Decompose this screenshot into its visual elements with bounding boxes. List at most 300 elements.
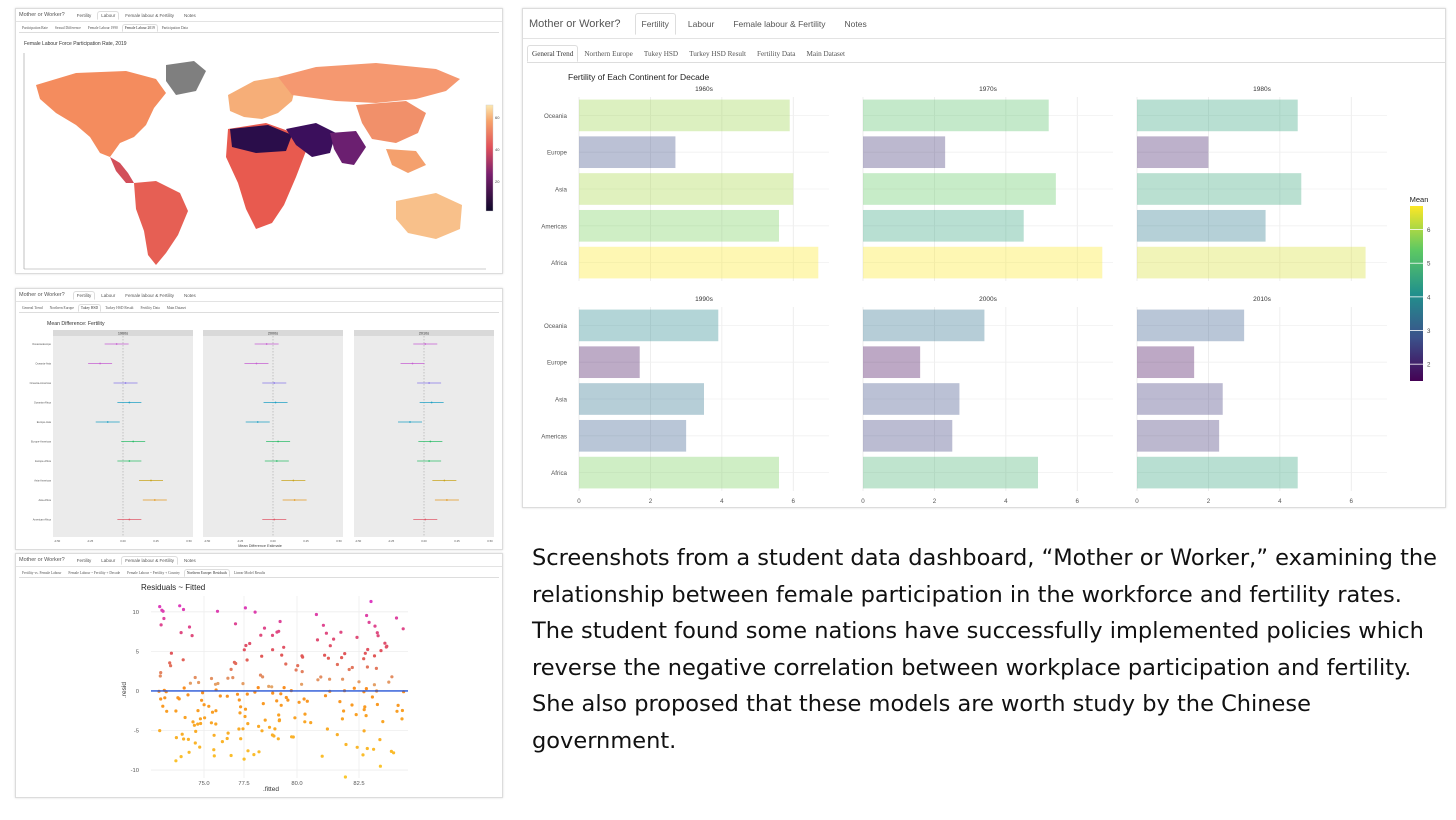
residual-point bbox=[336, 733, 339, 736]
tab-general-trend[interactable]: General Trend bbox=[527, 45, 578, 62]
east-asia-shape bbox=[356, 101, 426, 143]
bar-1980s-Asia bbox=[1137, 173, 1301, 205]
residual-point bbox=[184, 716, 187, 719]
residual-point bbox=[270, 685, 273, 688]
residual-point bbox=[170, 652, 173, 655]
residual-point bbox=[379, 765, 382, 768]
tab-main-dataset[interactable]: Main Dataset bbox=[806, 50, 846, 58]
tukey-row-label: Asia-Africa bbox=[38, 499, 51, 502]
category-label-Asia: Asia bbox=[554, 186, 567, 194]
tab-northern-europe-residuals[interactable]: Northern Europe: Residuals bbox=[184, 569, 230, 577]
bar-1960s-Europe bbox=[579, 136, 675, 168]
tukey-estimate-point bbox=[412, 363, 414, 365]
residual-point bbox=[344, 775, 347, 778]
caption-paragraph: Screenshots from a student data dashboard, “Mother or Worker,” examining the relationship between female participation in the workforce and fertility rates. The student found some nations have successfully implemented policies which reverse the negative correlation between workplace participation and fertility. She also proposed that these models are worth study by the Chinese government. bbox=[532, 545, 1437, 754]
residual-point bbox=[376, 703, 379, 706]
tukey-x-tick: 0.00 bbox=[120, 539, 126, 543]
tab-labour-fertility-decade[interactable]: Female Labour ~ Fertility + Decade bbox=[68, 571, 121, 575]
residual-point bbox=[169, 664, 172, 667]
residual-point bbox=[159, 671, 162, 674]
residual-point bbox=[221, 740, 224, 743]
residual-point bbox=[237, 727, 240, 730]
residual-point bbox=[338, 700, 341, 703]
residual-point bbox=[198, 746, 201, 749]
residual-point bbox=[362, 657, 365, 660]
residual-point bbox=[363, 705, 366, 708]
residual-point bbox=[182, 608, 185, 611]
residual-point bbox=[348, 668, 351, 671]
residual-point bbox=[267, 685, 270, 688]
app-brand[interactable]: Mother or Worker? bbox=[19, 292, 65, 298]
app-brand[interactable]: Mother or Worker? bbox=[19, 12, 65, 18]
residual-point bbox=[243, 758, 246, 761]
bar-1990s-Europe bbox=[579, 346, 640, 378]
tukey-estimate-point bbox=[428, 460, 430, 462]
residual-point bbox=[277, 713, 280, 716]
nav-fertility[interactable]: Fertility bbox=[76, 12, 92, 18]
nav-notes[interactable]: Notes bbox=[184, 12, 196, 18]
bar-1990s-Oceania bbox=[579, 310, 718, 342]
residuals-y-tick: -5 bbox=[133, 728, 139, 735]
residual-point bbox=[199, 717, 202, 720]
residual-point bbox=[296, 664, 299, 667]
tukey-facet-label: 1960s bbox=[117, 331, 129, 336]
residual-point bbox=[280, 704, 283, 707]
nav-labour[interactable]: Labour bbox=[687, 18, 715, 29]
tukey-x-tick: 0.50 bbox=[487, 539, 493, 543]
residual-point bbox=[339, 631, 342, 634]
residual-point bbox=[213, 754, 216, 757]
residual-point bbox=[219, 694, 222, 697]
residual-point bbox=[279, 692, 282, 695]
nav-fertility[interactable]: Fertility bbox=[76, 557, 92, 563]
residual-point bbox=[306, 700, 309, 703]
tab-participation-rate[interactable]: Participation Rate bbox=[22, 26, 48, 30]
tukey-estimate-point bbox=[294, 499, 296, 501]
residual-point bbox=[390, 675, 393, 678]
bar-2010s-Americas bbox=[1137, 420, 1219, 452]
residual-point bbox=[213, 734, 216, 737]
tukey-estimate-point bbox=[99, 363, 101, 365]
residual-point bbox=[161, 705, 164, 708]
tukey-estimate-point bbox=[424, 519, 426, 521]
bar-2000s-Oceania bbox=[863, 310, 984, 342]
residual-point bbox=[194, 741, 197, 744]
app-brand[interactable]: Mother or Worker? bbox=[529, 17, 621, 30]
x-tick-label: 4 bbox=[1004, 498, 1008, 505]
residual-point bbox=[246, 693, 249, 696]
tukey-estimate-point bbox=[429, 441, 431, 443]
tab-participation-data[interactable]: Participation Data bbox=[161, 26, 188, 30]
tab-northern-europe[interactable]: Northern Europe bbox=[49, 306, 74, 310]
residuals-tabs bbox=[19, 569, 499, 578]
residual-point bbox=[379, 649, 382, 652]
tukey-row-label: Oceania-Asia bbox=[35, 362, 51, 366]
residual-point bbox=[244, 708, 247, 711]
legend-tick-label: 6 bbox=[1427, 227, 1431, 235]
residual-point bbox=[246, 658, 249, 661]
bar-2000s-Asia bbox=[863, 383, 959, 415]
residuals-y-tick: -10 bbox=[130, 768, 139, 775]
residual-point bbox=[230, 668, 233, 671]
residual-point bbox=[183, 686, 186, 689]
x-tick-label: 0 bbox=[1135, 498, 1139, 505]
residual-point bbox=[373, 625, 376, 628]
southeast-asia-shape bbox=[386, 149, 426, 173]
map-legend-tick-20: 20 bbox=[495, 179, 500, 184]
tukey-facet-label: 2010s bbox=[418, 331, 430, 336]
tukey-x-tick: 0.25 bbox=[454, 539, 460, 543]
bar-2010s-Africa bbox=[1137, 457, 1298, 489]
main-navbar bbox=[523, 9, 1445, 39]
residual-point bbox=[356, 746, 359, 749]
nav-notes[interactable]: Notes bbox=[844, 18, 867, 29]
residual-point bbox=[175, 736, 178, 739]
tab-linear-model-results[interactable]: Linear Model Results bbox=[234, 571, 266, 575]
category-label-Oceania: Oceania bbox=[543, 322, 567, 330]
residual-point bbox=[301, 656, 304, 659]
residual-point bbox=[277, 630, 280, 633]
residual-point bbox=[216, 682, 219, 685]
residual-point bbox=[264, 719, 267, 722]
tukey-estimate-point bbox=[424, 343, 426, 345]
residual-point bbox=[363, 729, 366, 732]
residual-point bbox=[181, 733, 184, 736]
residual-point bbox=[231, 676, 234, 679]
residual-point bbox=[342, 709, 345, 712]
residual-point bbox=[203, 716, 206, 719]
residual-point bbox=[214, 709, 217, 712]
australia-shape bbox=[396, 193, 462, 239]
residual-point bbox=[328, 678, 331, 681]
nav-labour[interactable]: Labour bbox=[101, 557, 116, 563]
bar-2000s-Americas bbox=[863, 420, 952, 452]
residual-point bbox=[159, 674, 162, 677]
residual-point bbox=[369, 600, 372, 603]
nav-labour[interactable]: Labour bbox=[97, 11, 119, 20]
residual-point bbox=[162, 617, 165, 620]
tab-fertility-data[interactable]: Fertility Data bbox=[756, 50, 796, 58]
fertility-bar-chart bbox=[523, 63, 1446, 508]
residual-point bbox=[395, 710, 398, 713]
residuals-screenshot-panel bbox=[15, 553, 503, 798]
x-tick-label: 2 bbox=[1206, 498, 1211, 505]
residual-point bbox=[182, 658, 185, 661]
nav-notes[interactable]: Notes bbox=[184, 557, 196, 563]
residual-point bbox=[351, 666, 354, 669]
residual-point bbox=[376, 631, 379, 634]
facet-label-1970s: 1970s bbox=[979, 86, 997, 93]
tukey-x-tick: -0.25 bbox=[236, 539, 244, 543]
tab-fertility-vs-female-labour[interactable]: Fertility vs. Female Labour bbox=[22, 571, 62, 575]
nav-notes[interactable]: Notes bbox=[184, 292, 196, 298]
residual-point bbox=[160, 623, 163, 626]
residuals-y-tick: 0 bbox=[135, 688, 139, 695]
residual-point bbox=[387, 681, 390, 684]
residual-point bbox=[210, 721, 213, 724]
residuals-title: Residuals ~ Fitted bbox=[141, 583, 206, 592]
residual-point bbox=[277, 737, 280, 740]
residual-point bbox=[323, 654, 326, 657]
residual-point bbox=[366, 747, 369, 750]
residuals-navbar bbox=[16, 554, 502, 567]
residual-point bbox=[271, 692, 274, 695]
residual-point bbox=[180, 755, 183, 758]
residuals-x-tick: 82.5 bbox=[353, 781, 365, 787]
tukey-row-label: Asia-Americas bbox=[34, 479, 51, 483]
map-tabs bbox=[19, 24, 499, 33]
tab-fertility-data[interactable]: Fertility Data bbox=[140, 306, 160, 310]
bar-2000s-Africa bbox=[863, 457, 1038, 489]
bar-1970s-Americas bbox=[863, 210, 1024, 242]
bar-1960s-Oceania bbox=[579, 100, 790, 132]
south-america-shape bbox=[134, 181, 188, 265]
residual-point bbox=[381, 720, 384, 723]
legend-title: Mean bbox=[1409, 195, 1429, 204]
tukey-estimate-point bbox=[443, 480, 445, 482]
residual-point bbox=[298, 701, 301, 704]
residual-point bbox=[180, 631, 183, 634]
nav-female-labour-fertility[interactable]: Female labour & Fertility bbox=[125, 292, 175, 298]
bar-2010s-Oceania bbox=[1137, 310, 1244, 342]
residual-point bbox=[364, 652, 367, 655]
residual-point bbox=[303, 697, 306, 700]
residual-point bbox=[383, 642, 386, 645]
residual-point bbox=[316, 678, 319, 681]
residual-point bbox=[329, 644, 332, 647]
residual-point bbox=[178, 697, 181, 700]
residual-point bbox=[378, 738, 381, 741]
bar-1960s-Asia bbox=[579, 173, 793, 205]
residual-point bbox=[244, 644, 247, 647]
residual-point bbox=[257, 725, 260, 728]
nav-fertility[interactable]: Fertility bbox=[635, 13, 676, 35]
map-legend-tick-60: 60 bbox=[495, 115, 500, 120]
residual-point bbox=[259, 634, 262, 637]
bar-1960s-Americas bbox=[579, 210, 779, 242]
map-title: Female Labour Force Participation Rate, 2019 bbox=[24, 41, 127, 47]
tukey-x-tick: -0.25 bbox=[387, 539, 395, 543]
residual-point bbox=[236, 693, 239, 696]
north-america-shape bbox=[36, 71, 166, 157]
tukey-row-label: Americas-Africa bbox=[32, 518, 51, 522]
nav-labour[interactable]: Labour bbox=[101, 292, 116, 298]
x-tick-label: 2 bbox=[648, 498, 653, 505]
residual-point bbox=[211, 711, 214, 714]
tukey-x-tick: -0.50 bbox=[354, 539, 362, 543]
residual-point bbox=[203, 703, 206, 706]
residual-point bbox=[292, 735, 295, 738]
tukey-estimate-point bbox=[409, 421, 411, 423]
tukey-row-label: Oceania-Europe bbox=[32, 343, 51, 346]
x-tick-label: 2 bbox=[932, 498, 937, 505]
residual-point bbox=[282, 646, 285, 649]
residual-point bbox=[372, 748, 375, 751]
tukey-estimate-point bbox=[116, 343, 118, 345]
residual-point bbox=[343, 652, 346, 655]
residual-point bbox=[200, 699, 203, 702]
legend-tick-label: 5 bbox=[1427, 260, 1431, 268]
tukey-row-label: Oceania-Africa bbox=[33, 401, 51, 405]
tab-northern-europe[interactable]: Northern Europe bbox=[584, 50, 633, 58]
residual-point bbox=[365, 614, 368, 617]
residual-point bbox=[238, 698, 241, 701]
residual-point bbox=[239, 737, 242, 740]
residual-point bbox=[257, 686, 260, 689]
residual-point bbox=[357, 680, 360, 683]
residual-point bbox=[365, 714, 368, 717]
nav-female-labour-fertility[interactable]: Female labour & Fertility bbox=[121, 556, 178, 565]
residual-point bbox=[368, 621, 371, 624]
residual-point bbox=[285, 696, 288, 699]
category-label-Africa: Africa bbox=[551, 470, 567, 478]
residual-point bbox=[353, 687, 356, 690]
tukey-estimate-point bbox=[128, 460, 130, 462]
tukey-estimate-point bbox=[428, 382, 430, 384]
tukey-tabs bbox=[19, 304, 499, 313]
residual-point bbox=[227, 732, 230, 735]
residual-point bbox=[252, 753, 255, 756]
nav-female-labour-fertility[interactable]: Female labour & Fertility bbox=[125, 12, 175, 18]
residual-point bbox=[234, 662, 237, 665]
tukey-x-tick: -0.25 bbox=[86, 539, 94, 543]
facet-label-1960s: 1960s bbox=[695, 86, 713, 93]
tab-turkey-hsd-result[interactable]: Turkey HSD Result bbox=[689, 50, 746, 58]
residual-point bbox=[234, 622, 237, 625]
residual-point bbox=[355, 713, 358, 716]
residual-point bbox=[262, 702, 265, 705]
tab-tukey-hsd[interactable]: Tukey HSD bbox=[643, 50, 679, 58]
bar-1980s-Europe bbox=[1137, 136, 1208, 168]
nav-fertility[interactable]: Fertility bbox=[73, 291, 96, 300]
residual-point bbox=[261, 675, 264, 678]
residual-point bbox=[214, 722, 217, 725]
bar-1990s-Africa bbox=[579, 457, 779, 489]
residual-point bbox=[226, 737, 229, 740]
tab-tukey-hsd[interactable]: Tukey HSD bbox=[78, 304, 101, 312]
residual-point bbox=[309, 721, 312, 724]
tab-turkey-hsd-result[interactable]: Turkey HSD Result bbox=[105, 306, 134, 310]
map-legend-tick-40: 40 bbox=[495, 147, 500, 152]
residual-point bbox=[397, 704, 400, 707]
app-brand[interactable]: Mother or Worker? bbox=[19, 557, 65, 563]
residual-point bbox=[366, 665, 369, 668]
residual-point bbox=[402, 627, 405, 630]
residual-point bbox=[316, 638, 319, 641]
residual-point bbox=[210, 677, 213, 680]
tukey-x-tick: 0.25 bbox=[303, 539, 309, 543]
nav-female-labour-fertility[interactable]: Female labour & Fertility bbox=[733, 18, 826, 29]
russia-shape bbox=[278, 63, 460, 103]
map-color-legend bbox=[486, 105, 493, 211]
x-tick-label: 4 bbox=[720, 498, 724, 505]
bar-1980s-Americas bbox=[1137, 210, 1266, 242]
tab-sexual-difference[interactable]: Sexual Difference bbox=[54, 26, 81, 30]
residual-point bbox=[186, 693, 189, 696]
residual-point bbox=[400, 717, 403, 720]
residual-point bbox=[168, 661, 171, 664]
residual-point bbox=[395, 616, 398, 619]
residual-point bbox=[271, 634, 274, 637]
residual-point bbox=[366, 648, 369, 651]
residual-point bbox=[363, 708, 366, 711]
tab-female-labour-2019[interactable]: Female Labour 2019 bbox=[122, 24, 158, 32]
chart-title: Fertility of Each Continent for Decade bbox=[568, 72, 710, 82]
x-tick-label: 4 bbox=[1278, 498, 1282, 505]
tab-female-labour-1990[interactable]: Female Labour 1990 bbox=[87, 26, 118, 30]
residual-point bbox=[239, 705, 242, 708]
tukey-hsd-plot bbox=[16, 313, 503, 550]
residual-point bbox=[178, 604, 181, 607]
tukey-estimate-point bbox=[128, 519, 130, 521]
tab-main-dataset[interactable]: Main Dataset bbox=[166, 306, 187, 310]
category-label-Americas: Americas bbox=[541, 433, 567, 441]
bar-1990s-Asia bbox=[579, 383, 704, 415]
residual-point bbox=[355, 636, 358, 639]
tab-labour-fertility-country[interactable]: Female Labour ~ Fertility + Country bbox=[127, 571, 180, 575]
tukey-estimate-point bbox=[431, 402, 433, 404]
map-screenshot-panel bbox=[15, 8, 503, 274]
residuals-x-tick: 80.0 bbox=[291, 781, 303, 787]
residual-point bbox=[271, 648, 274, 651]
residual-point bbox=[350, 703, 353, 706]
x-tick-label: 0 bbox=[861, 498, 865, 505]
residual-point bbox=[189, 682, 192, 685]
tukey-screenshot-panel bbox=[15, 288, 503, 550]
residual-point bbox=[194, 730, 197, 733]
residual-point bbox=[243, 648, 246, 651]
residual-point bbox=[377, 634, 380, 637]
residual-point bbox=[246, 749, 249, 752]
greenland-shape bbox=[166, 61, 206, 95]
tukey-estimate-point bbox=[273, 519, 275, 521]
residual-point bbox=[191, 634, 194, 637]
residual-point bbox=[322, 624, 325, 627]
residual-point bbox=[201, 691, 204, 694]
residual-point bbox=[199, 722, 202, 725]
residuals-scatter-plot bbox=[16, 578, 503, 798]
residual-point bbox=[165, 710, 168, 713]
legend-tick-label: 3 bbox=[1427, 328, 1431, 336]
residual-point bbox=[293, 716, 296, 719]
bar-1970s-Oceania bbox=[863, 100, 1049, 132]
residuals-y-tick: 10 bbox=[132, 609, 139, 616]
residual-point bbox=[196, 709, 199, 712]
residual-point bbox=[260, 729, 263, 732]
residual-point bbox=[197, 681, 200, 684]
x-tick-label: 0 bbox=[577, 498, 581, 505]
residual-point bbox=[191, 720, 194, 723]
bar-1990s-Americas bbox=[579, 420, 686, 452]
tukey-xlabel: Mean Difference Estimate bbox=[238, 544, 282, 548]
residuals-x-tick: 75.0 bbox=[198, 781, 210, 787]
bar-2010s-Asia bbox=[1137, 383, 1223, 415]
fertility-screenshot-panel bbox=[522, 8, 1446, 508]
residual-point bbox=[188, 751, 191, 754]
residual-point bbox=[390, 750, 393, 753]
facet-label-1980s: 1980s bbox=[1253, 86, 1271, 93]
residual-point bbox=[163, 696, 166, 699]
legend-tick-label: 4 bbox=[1427, 294, 1431, 302]
residual-point bbox=[284, 662, 287, 665]
residual-point bbox=[385, 645, 388, 648]
tukey-navbar bbox=[16, 289, 502, 302]
residual-point bbox=[341, 678, 344, 681]
tab-general-trend[interactable]: General Trend bbox=[22, 306, 43, 310]
tukey-title: Mean Difference: Fertility bbox=[47, 321, 105, 327]
residual-point bbox=[260, 655, 263, 658]
x-tick-label: 6 bbox=[791, 498, 796, 505]
